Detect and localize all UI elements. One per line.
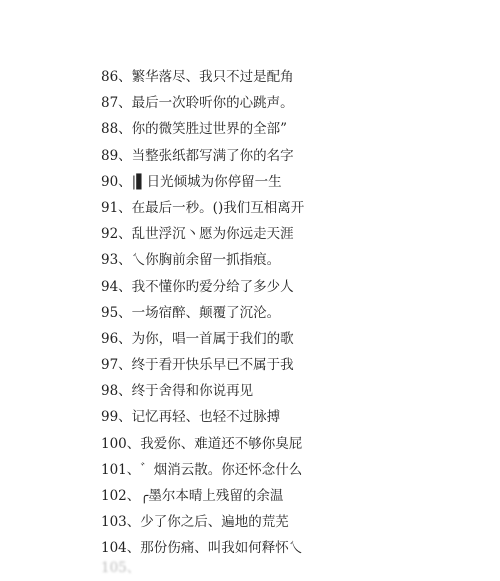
list-item: 103、少了你之后、遍地的荒芜 <box>101 514 289 531</box>
list-item: 98、终于舍得和你说再见 <box>101 383 254 400</box>
list-item: 92、乱世浮沉丶愿为你远走天涯 <box>101 226 294 243</box>
list-item: 95、一场宿醉、颠覆了沉沦。 <box>101 304 281 321</box>
list-item: 89、当整张纸都写满了你的名字 <box>101 147 294 164</box>
list-item: 102、╭墨尔本晴上残留的余温 <box>101 488 284 504</box>
list-item: 90、|▌日光倾城为你停留一生 <box>101 173 282 190</box>
list-item: 97、终于看开快乐早已不属于我 <box>101 357 294 374</box>
list-item: 91、在最后一秒。()我们互相离开 <box>101 199 305 216</box>
cutoff-line <box>101 552 301 576</box>
list-item: 100、我爱你、难道还不够你臭屁 <box>101 435 303 452</box>
list-item: 86、繁华落尽、我只不过是配角 <box>101 69 294 85</box>
list-item: 88、你的微笑胜过世界的全部” <box>101 121 288 138</box>
list-item: 101、゛烟消云散。你还怀念什么 <box>101 461 303 478</box>
list-item: 87、最后一次聆听你的心跳声。 <box>101 95 294 112</box>
list-item: 96、为你，唱一首属于我们的歌 <box>101 330 294 347</box>
quote-list <box>101 64 304 562</box>
list-item: 104、那份伤痛、叫我如何释怀乀 <box>101 540 303 557</box>
list-item: 99、记忆再轻、也轻不过脉搏 <box>101 409 281 426</box>
cutoff-line-text: 105、 <box>101 560 141 576</box>
list-item: 93、乀你胸前余留一抓指痕。 <box>101 252 281 269</box>
list-item: 94、我不懂你旳爱分给了多少人 <box>101 278 294 295</box>
